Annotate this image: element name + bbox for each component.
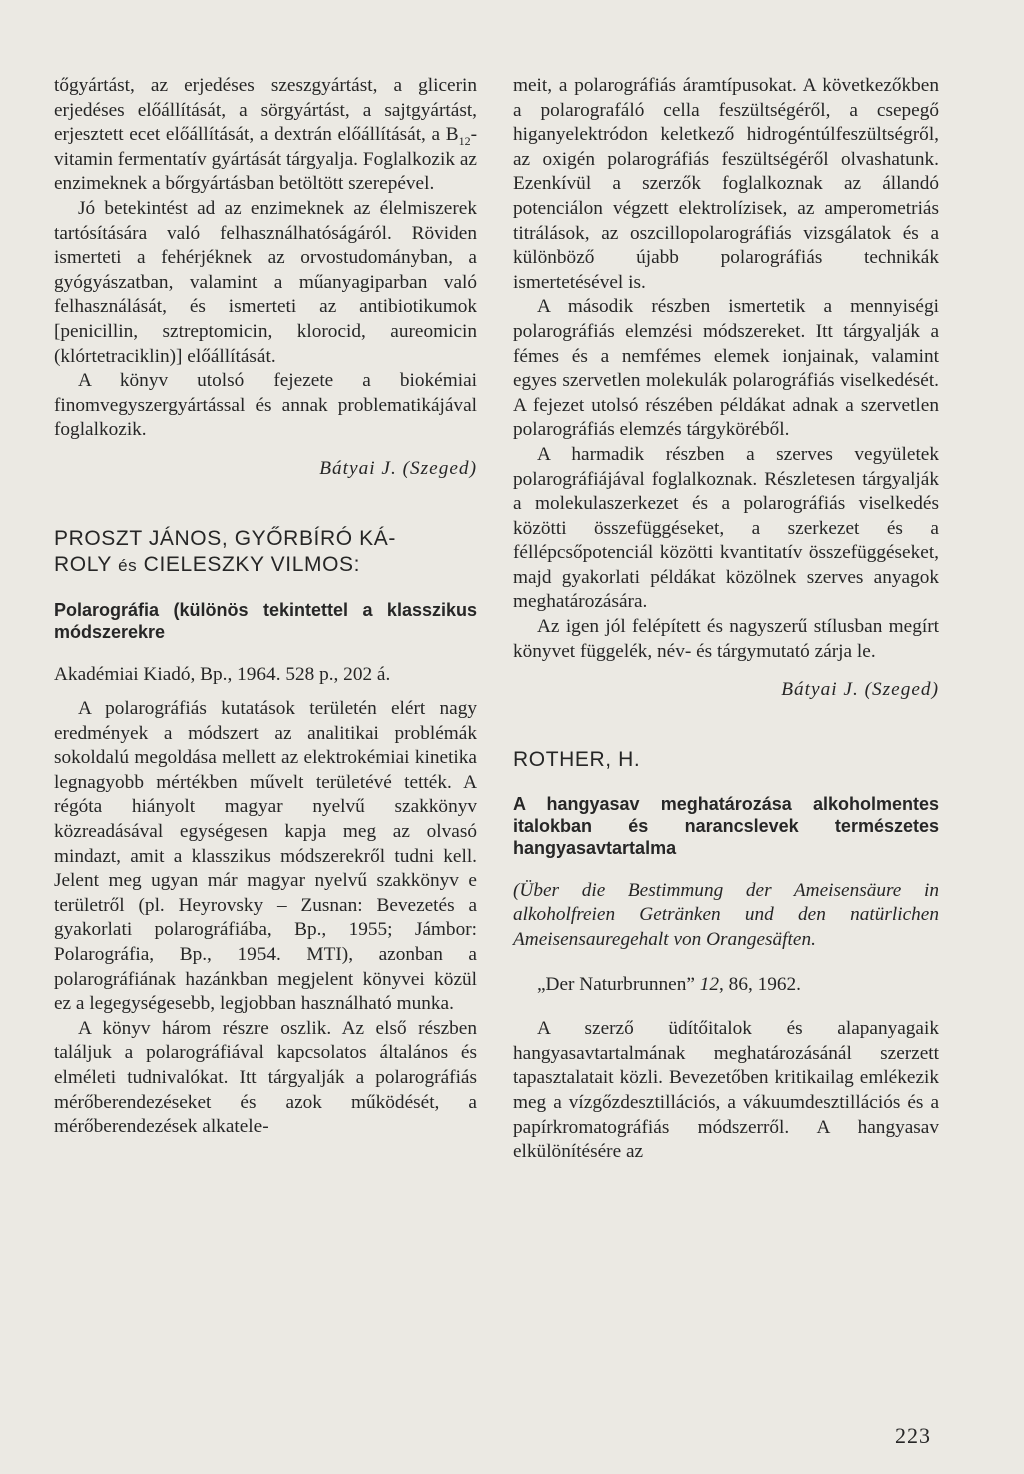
authors-line: CIELESZKY VILMOS: (137, 552, 361, 576)
paragraph: A könyv három részre oszlik. Az első részben találjuk a polarográfiával kapcsolatos általános és elméleti tudnivalókat. Itt tárgyalják a polarográfiás mérőberendezéseket és azok működését, a mérőberendezések alkatele- (54, 1017, 477, 1138)
authors-line: PROSZT JÁNOS, GYŐRBÍRÓ KÁ- (54, 526, 396, 550)
paragraph: A polarográfiás kutatások területén elért nagy eredmények a módszert az analitikai problémák sokoldalú megoldása mellett az elektrokémiai kinetika legnagyobb mértékben művelt területévé tették. A régóta hiányolt magyar nyelvű szakkönyv közreadásával egységesen kapja meg az olvasó mindazt, amit a klasszikus módszerekről tudni kell. Jelent meg ugyan már magyar nyelvű szakkönyv e területről (pl. Heyrovsky – Zusnan: Bevezetés a gyakorlati polarográfiába, Bp., 1955; Jámbor: Polarográfia, Bp., 1954. MTI), azonban a polarográfiának hazánkban megjelent könyvei közül ez a legegységesebb, legjobban használható munka. (54, 698, 477, 1015)
paragraph-text: -vitamin fermentatív gyártását tárgyalja. Foglalkozik az enzimeknek a bőrgyártásban betöltött szerepével. (54, 124, 477, 195)
paragraph: A második részben ismertetik a mennyiségi polarográfiás elemzési módszereket. Itt tárgyalják a fémes és a nemfémes elemek ionjainak, valamint egyes szervetlen molekulák polarográfiás viselkedését. A fejezet utolsó részében példákat adnak a szervetlen polarográfiás elemzés tárgyköréből. (513, 296, 939, 441)
reviewer-signature: Bátyai J. (Szeged) (781, 679, 939, 701)
article-title: A hangyasav meghatározása alkoholmentes italokban és narancslevek természetes hangyasavtartalma (513, 793, 939, 858)
subscript: 12 (458, 134, 471, 149)
journal-volume: 12 (699, 973, 720, 995)
authors-line: ROLY (54, 552, 119, 576)
right-column (513, 74, 939, 1165)
original-title: (Über die Bestimmung der Ameisensäure in alkoholfreien Getränken und den natürlichen Ameisensauregehalt von Orangesäften. (513, 879, 939, 951)
reviewer-signature: Bátyai J. (Szeged) (319, 457, 477, 479)
page-number: 223 (895, 1423, 931, 1448)
publication-info (513, 973, 939, 998)
paragraph: Jó betekintést ad az enzimeknek az élelmiszerek tartósítására való felhasználhatóságáról. Röviden ismerteti a fehérjéknek az orvostudományban, a gyógyászatban, valamint a műanyagiparban való felhasználását, és ismerteti az antibiotikumok [penicillin, sztreptomicin, klorocid, aureomicin (klórtetraciklin)] előállítását. (54, 197, 477, 367)
review-authors (54, 526, 477, 579)
paragraph: A könyv utolsó fejezete a biokémiai finomvegyszergyártással és annak problematikájával foglalkozik. (54, 370, 477, 441)
paragraph (54, 74, 477, 197)
review-author: ROTHER, H. (513, 747, 641, 771)
book-title: Polarográfia (különös tekintettel a klasszikus módszerekre (54, 599, 477, 642)
paragraph: Az igen jól felépített és nagyszerű stílusban megírt könyvet függelék, név- és tárgymutató zárja le. (513, 616, 939, 662)
paragraph: meit, a polarográfiás áramtípusokat. A következőkben a polarografáló cella feszültségéről, a csepegő higanyelektródon keletkező hidrogéntúlfeszültségről, az oxigén polarográfiás feszültségéről olvashatunk. Ezenkívül a szerzők foglalkoznak az állandó potenciálon végzett elektrolízisek, az amperometriás titrálások, az oszcillopolarográfiás vizsgálatok és a különböző újabb polarográfiás technikák ismertetésével is. (513, 75, 939, 293)
left-column (54, 74, 477, 1140)
paragraph: A szerző üdítőitalok és alapanyagaik hangyasavtartalmának meghatározásánál szerzett tapasztalatait közli. Bevezetőben kritikailag emlékezik meg a vízgőzdesztillációs, a vákuumdesztillációs és a papírkromatográfiás módszerről. A hangyasav elkülönítésére az (513, 1018, 939, 1163)
journal-details: , 86, 1962. (719, 973, 801, 995)
authors-conjunction: és (118, 555, 138, 575)
paragraph-text: tőgyártást, az erjedéses szeszgyártást, a glicerin erjedéses előállítását, a sörgyártást, a sajtgyártást, erjesztett ecet előállítását, a dextrán előállítását, a B (54, 75, 477, 146)
journal-name: „Der Naturbrunnen” (537, 973, 700, 995)
publication-info: Akadémiai Kiadó, Bp., 1964. 528 p., 202 á. (54, 663, 391, 685)
paragraph: A harmadik részben a szerves vegyületek polarográfiájával foglalkoznak. Részletesen tárgyalják a molekulaszerkezet és a polarográfiás viselkedés közötti összefüggéseket, a szerkezet és a féllépcsőpotenciál közötti kvantitatív összefüggéseket, majd gyakorlati példákat közölnek szerves anyagok meghatározására. (513, 443, 939, 613)
